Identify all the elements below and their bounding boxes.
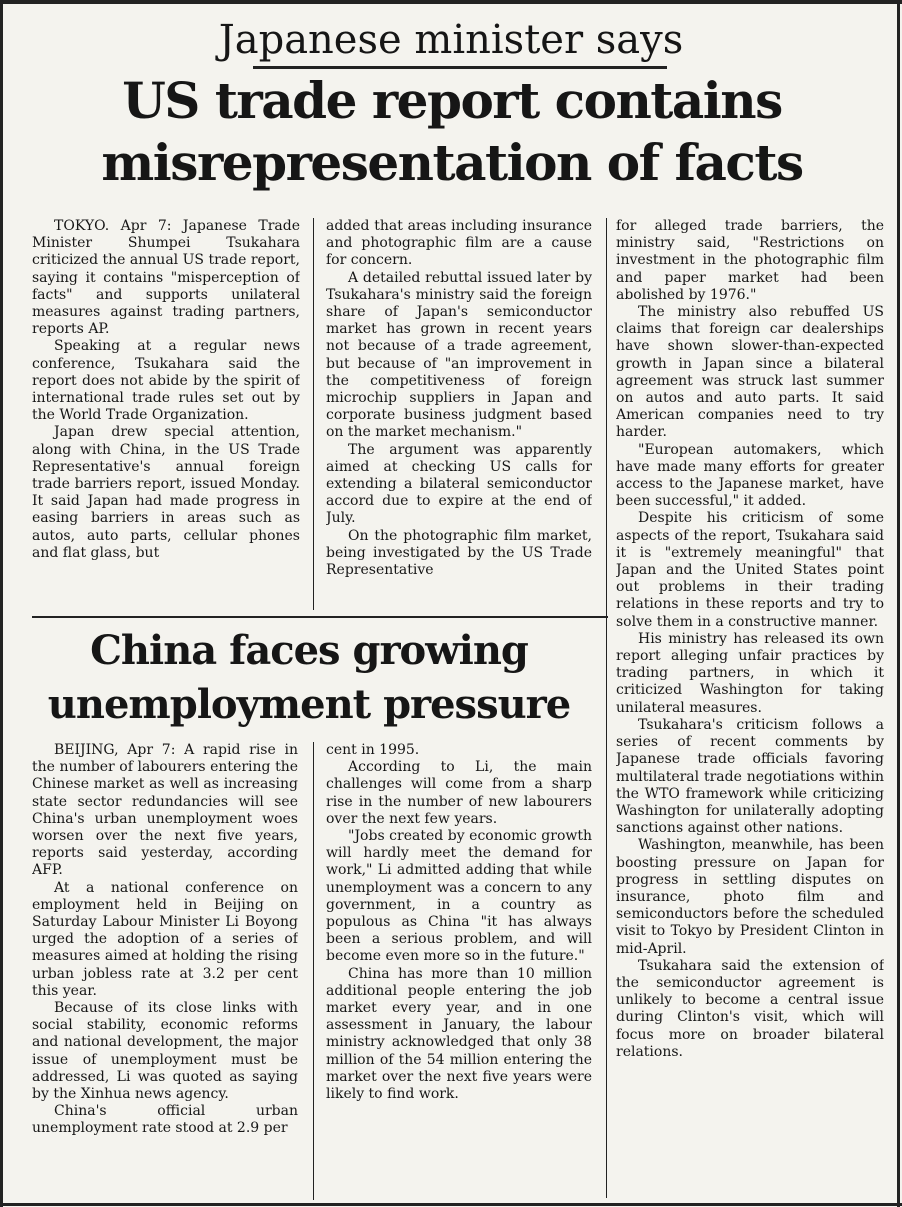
paragraph: "European automakers, which have made many efforts for greater access to the Japanese market, have been successful," it added. <box>616 441 884 510</box>
paragraph: China's official urban unemployment rate stood at 2.9 per <box>32 1103 298 1137</box>
top-border <box>0 0 902 4</box>
article2-column-1 <box>32 742 298 1200</box>
column-divider <box>313 742 314 1200</box>
paragraph: Despite his criticism of some aspects of the report, Tsukahara said it is "extremely meaningful" that Japan and the United States point out problems in their trading relations in these reports and try to solve them in a constructive manner. <box>616 510 884 630</box>
paragraph: cent in 1995. <box>326 742 420 758</box>
right-border <box>897 0 900 1207</box>
right-column-divider <box>606 218 607 1198</box>
paragraph: A detailed rebuttal issued later by Tsukahara's ministry said the foreign share of Japan's semiconductor market has grown in recent years not because of a trade agreement, but because of "an improvement in the competitiveness of foreign microchip suppliers in Japan and corporate business judgment based on the market mechanism." <box>326 269 592 441</box>
headline: US trade report contains misrepresentation of facts <box>101 71 803 192</box>
paragraph: "Jobs created by economic growth will hardly meet the demand for work," Li admitted adding that while unemployment was a concern to any government, in a country as populous as China "it has always been a serious problem, and will become even more so in the future." <box>326 828 592 965</box>
bottom-border <box>0 1203 902 1206</box>
article1-column-3 <box>616 218 884 1198</box>
kicker: Japanese minister says <box>218 17 684 63</box>
paragraph: Because of its close links with social stability, economic reforms and national development, the major issue of unemployment must be addressed, Li was quoted as saying by the Xinhua news agency. <box>32 1000 298 1103</box>
paragraph: Tsukahara said the extension of the semiconductor agreement is unlikely to become a central issue during Clinton's visit, which will focus more on broader bilateral relations. <box>616 957 884 1060</box>
article1-column-1 <box>32 218 300 610</box>
paragraph: The argument was apparently aimed at checking US calls for extending a bilateral semiconductor accord due to expire at the end of July. <box>326 441 592 527</box>
paragraph: for alleged trade barriers, the ministry said, "Restrictions on investment in the photographic film and paper market had been abolished by 1976." <box>616 218 884 303</box>
paragraph: His ministry has released its own report alleging unfair practices by trading partners, in which it criticized Washington for taking unilateral measures. <box>616 630 884 716</box>
paragraph: At a national conference on employment held in Beijing on Saturday Labour Minister Li Boyong urged the adoption of a series of measures aimed at holding the rising urban jobless rate at 3.2 per cent this year. <box>32 879 298 999</box>
paragraph: Washington, meanwhile, has been boosting pressure on Japan for progress in settling disputes on insurance, photo film and semiconductors before the scheduled visit to Tokyo by President Clinton in mid-April. <box>616 837 884 957</box>
sub-headline: China faces growing unemployment pressure <box>47 627 571 728</box>
article-divider <box>32 616 608 618</box>
article1-column-2 <box>326 218 592 610</box>
column-divider <box>313 218 314 610</box>
paragraph: Speaking at a regular news conference, Tsukahara said the report does not abide by the spirit of international trade rules set out by the World Trade Organization. <box>32 338 300 424</box>
paragraph: TOKYO. Apr 7: Japanese Trade Minister Shumpei Tsukahara criticized the annual US trade report, saying it contains "misperception of facts" and supports unilateral measures against trading partners, reports AP. <box>32 218 300 338</box>
paragraph: The ministry also rebuffed US claims that foreign car dealerships have shown slower-than-expected growth in Japan since a bilateral agreement was struck last summer on autos and auto parts. It said American companies need to try harder. <box>616 304 884 441</box>
paragraph: Japan drew special attention, along with China, in the US Trade Representative's annual foreign trade barriers report, issued Monday. It said Japan had made progress in easing barriers in areas such as autos, auto parts, cellular phones and flat glass, but <box>32 424 300 561</box>
paragraph: On the photographic film market, being investigated by the US Trade Representative <box>326 527 592 579</box>
paragraph: Tsukahara's criticism follows a series of recent comments by Japanese trade officials favoring multilateral trade negotiations within the WTO framework while criticizing Washington for unilaterally adopting sanctions against other nations. <box>616 716 884 837</box>
left-border <box>0 0 3 1207</box>
paragraph: BEIJING, Apr 7: A rapid rise in the number of labourers entering the Chinese market as well as increasing state sector redundancies will see China's urban unemployment woes worsen over the next five years, reports said yesterday, according AFP. <box>32 742 298 879</box>
paragraph: China has more than 10 million additional people entering the job market every year, and in one assessment in January, the labour ministry acknowledged that only 38 million of the 54 million entering the market over the next five years were likely to find work. <box>326 965 592 1103</box>
paragraph: According to Li, the main challenges will come from a sharp rise in the number of new labourers over the next few years. <box>326 759 592 827</box>
kicker-underline <box>253 66 667 69</box>
paragraph: added that areas including insurance and photographic film are a cause for concern. <box>326 218 592 269</box>
article2-column-2 <box>326 742 592 1200</box>
